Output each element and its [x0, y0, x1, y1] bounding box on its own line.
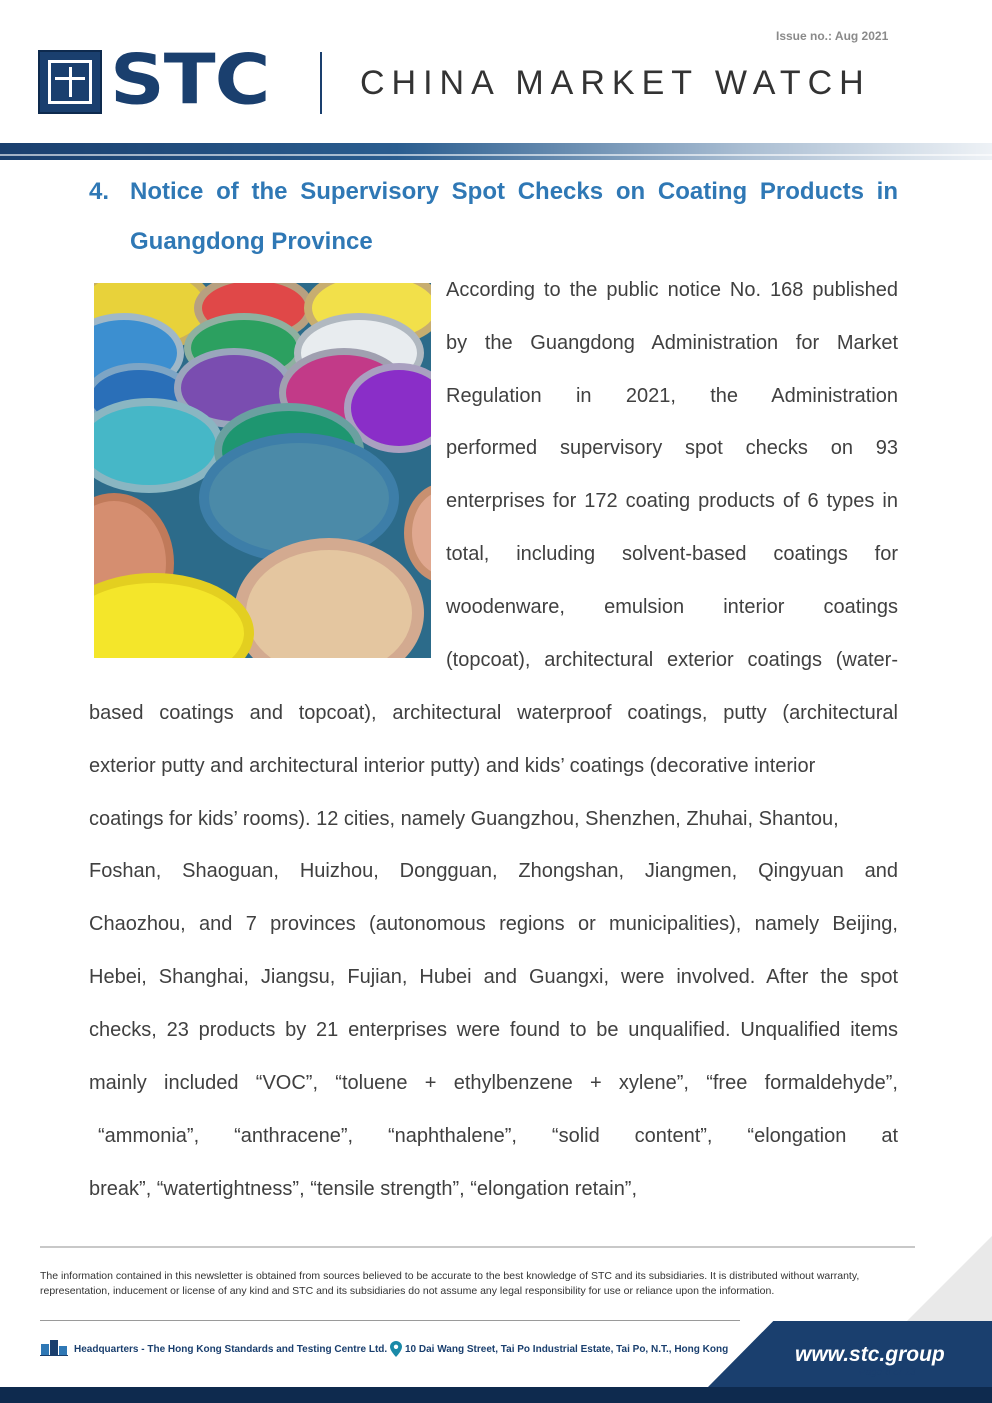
body-line: by the Guangdong Administration for Market [446, 332, 898, 354]
header-divider [320, 52, 322, 114]
body-line: coatings for kids’ rooms). 12 cities, namely Guangzhou, Shenzhen, Zhuhai, Shantou, [89, 808, 839, 830]
website-link[interactable]: www.stc.group [795, 1343, 945, 1366]
body-line: mainly included “VOC”, “toluene + ethylbenzene + xylene”, “free formaldehyde”, [89, 1072, 898, 1094]
header-band-highlight [0, 154, 992, 156]
body-line: break”, “watertightness”, “tensile strength”, “elongation retain”, [89, 1178, 638, 1200]
section-title-line2: Guangdong Province [130, 228, 373, 255]
headquarters-label: Headquarters - The Hong Kong Standards and Testing Centre Ltd. [74, 1344, 388, 1355]
page-number: Page 8 of 13 [859, 1367, 916, 1378]
body-line: Hebei, Shanghai, Jiangsu, Fujian, Hubei and Guangxi, were involved. After the spot [89, 966, 898, 988]
body-line: woodenware, emulsion interior coatings [446, 596, 898, 618]
disclaimer: The information contained in this newsletter is obtained from sources believed to be accurate to the best knowledge of STC and its subsidiaries. It is distributed without warranty, representation, inducement or license of any kind and STC and its subsidiaries do not assume any legal responsibility for use or reliance upon the information. [40, 1270, 860, 1297]
location-pin-icon [390, 1341, 402, 1357]
body-line: total, including solvent-based coatings for [446, 543, 898, 565]
brand-name: STC [110, 38, 270, 121]
body-line: Foshan, Shaoguan, Huizhou, Dongguan, Zhongshan, Jiangmen, Qingyuan and [89, 860, 898, 882]
body-line: Regulation in 2021, the Administration [446, 385, 898, 407]
footer-bottom-bar [0, 1387, 992, 1403]
body-line: According to the public notice No. 168 published [446, 279, 898, 301]
paint-cans-photo [94, 283, 431, 658]
stc-logo-icon [38, 50, 102, 114]
headquarters-address: 10 Dai Wang Street, Tai Po Industrial Estate, Tai Po, N.T., Hong Kong [405, 1344, 729, 1355]
header-band [0, 143, 992, 160]
body-line: Chaozhou, and 7 provinces (autonomous regions or municipalities), namely Beijing, [89, 913, 898, 935]
footer-divider-secondary [40, 1320, 740, 1321]
body-line: (topcoat), architectural exterior coatings (water- [446, 649, 898, 671]
body-line: checks, 23 products by 21 enterprises were found to be unqualified. Unqualified items [89, 1019, 898, 1041]
section-title-line1: Notice of the Supervisory Spot Checks on Coating Products in [130, 178, 898, 205]
body-line: exterior putty and architectural interior putty) and kids’ coatings (decorative interior [89, 755, 816, 777]
building-icon [40, 1338, 68, 1356]
section-number: 4. [89, 178, 110, 205]
body-line: “ammonia”, “anthracene”, “naphthalene”, “solid content”, “elongation at [98, 1125, 898, 1147]
footer-divider [40, 1246, 915, 1248]
body-line: based coatings and topcoat), architectural waterproof coatings, putty (architectural [89, 702, 898, 724]
body-line: enterprises for 172 coating products of 6 types in [446, 490, 898, 512]
body-line: performed supervisory spot checks on 93 [446, 437, 898, 459]
masthead-title: CHINA MARKET WATCH [360, 64, 871, 102]
issue-number: Issue no.: Aug 2021 [776, 29, 889, 43]
